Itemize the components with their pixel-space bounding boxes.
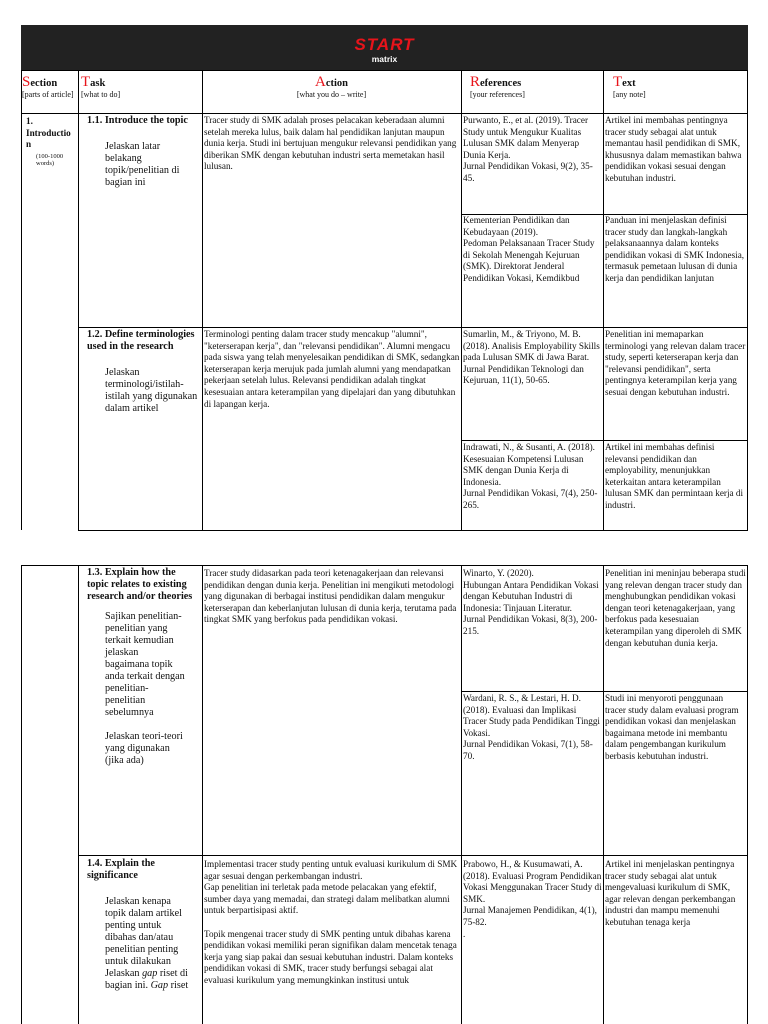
matrix-page-1: [21, 25, 748, 530]
reference-1-3-a: Winarto, Y. (2020). Hubungan Antara Pendidikan Vokasi dengan Kebutuhan Industri di Indonesia: Tinjauan Literatur. Jurnal Pendidikan Vokasi, 8(3), 200-215.: [463, 568, 599, 636]
reference-1-2-a: Sumarlin, M., & Triyono, M. B. (2018). Analisis Employability Skills pada Lulusan SMK di Jawa Barat. Jurnal Pendidikan Teknologi dan Kejuruan, 11(1), 50-65.: [463, 329, 600, 386]
action-1-1: Tracer study di SMK adalah proses pelacakan keberadaan alumni setelah mereka lulus, baik dalam hal pendidikan lanjutan maupun dunia kerja. Studi ini bertujuan mengukur relevansi pendidikan yang diberikan SMK dengan kebutuhan industri serta memetakan hasil lulusan.: [204, 115, 457, 172]
reference-1-4-a: Prabowo, H., & Kusumawati, A. (2018). Evaluasi Program Pendidikan Vokasi Menggunakan Tracer Study di SMK. Jurnal Manajemen Pendidikan, 4(1), 75-82. .: [463, 859, 602, 939]
reference-1-1-a: Purwanto, E., et al. (2019). Tracer Study untuk Mengukur Kualitas Lulusan SMK dalam Menyerap Dunia Kerja. Jurnal Pendidikan Vokasi, 9(2), 35-45.: [463, 115, 593, 183]
matrix-page-2: [21, 565, 748, 1024]
reference-1-2-b: Indrawati, N., & Susanti, A. (2018). Kesesuaian Kompetensi Lulusan SMK dengan Dunia Kerja di Indonesia. Jurnal Pendidikan Vokasi, 7(4), 250-265.: [463, 442, 598, 510]
header-subtitle: matrix: [371, 54, 398, 64]
note-1-3-b: Studi ini menyoroti penggunaan tracer study dalam evaluasi program pendidikan vokasi dan menjelaskan bagaimana metode ini membantu dalam pengembangan kurikulum berbasis kebutuhan industri.: [605, 693, 739, 761]
note-1-4-a: Artikel ini menjelaskan pentingnya tracer study sebagai alat untuk mengevaluasi kurikulum di SMK, agar relevan dengan perkembangan industri dan mampu memenuhi kebutuhan tenaga kerja: [605, 859, 736, 927]
col-header-task: Task [what to do]: [81, 75, 121, 99]
task-1-3: 1.3. Explain how the topic relates to existing research and/or theories Sajikan penelitian-penelitian yang terkait kemudian jelaskan bagaimana topik anda terkait dengan penelitian-penelitian sebelumnya Jelaskan teori-teori yang digunakan (jika ada): [87, 567, 193, 766]
col-header-action: Action [what you do – write]: [296, 75, 367, 99]
header-title: START: [354, 35, 415, 54]
section-introduction: 1. Introductio n (100-1000 words): [26, 116, 71, 168]
reference-1-1-b: Kementerian Pendidikan dan Kebudayaan (2019). Pedoman Pelaksanaan Tracer Study di Sekolah Menengah Kejuruan (SMK). Direktorat Jenderal Pendidikan Vokasi, Kemdikbud: [463, 215, 595, 283]
col-header-section: Section [parts of article]: [22, 75, 74, 99]
col-header-text: Text [any note]: [613, 75, 646, 99]
action-1-3: Tracer study didasarkan pada teori ketenagakerjaan dan relevansi pendidikan dengan dunia kerja. Penelitian ini mengikuti metodologi yang digunakan di berbagai institusi pendidikan dalam mengukur keterserapan dan keberlanjutan lulusan di dunia kerja, terutama pada tingkat SMK yang berfokus pada pendidikan vokasi.: [204, 568, 457, 625]
action-1-2: Terminologi penting dalam tracer study mencakup "alumni", "keterserapan kerja", dan "relevansi pendidikan". Alumni mengacu pada siswa yang telah menyelesaikan pendidikan di SMK, sedangkan keterserapan kerja merujuk pada jumlah alumni yang mendapatkan pekerjaan setelah lulus. Relevansi pendidikan adalah tingkat kesesuaian antara keterampilan yang dipelajari dan yang dibutuhkan di lapangan kerja.: [204, 329, 460, 409]
start-matrix-header: [21, 25, 748, 70]
task-1-1: 1.1. Introduce the topic Jelaskan latar belakang topik/penelitian di bagian ini: [87, 115, 188, 188]
task-1-4-gap: Jelaskan gap riset di bagian ini. Gap riset: [105, 968, 189, 991]
task-1-2: 1.2. Define terminologies used in the research Jelaskan terminologi/istilah-istilah yang digunakan dalam artikel: [87, 329, 198, 414]
note-1-1-a: Artikel ini membahas pentingnya tracer study sebagai alat untuk memantau hasil pendidikan di SMK, khususnya dalam memastikan bahwa pendidikan vokasi sesuai dengan kebutuhan industri.: [605, 115, 742, 183]
reference-1-3-b: Wardani, R. S., & Lestari, H. D. (2018). Evaluasi dan Implikasi Tracer Study pada Pendidikan Tinggi Vokasi. Jurnal Pendidikan Vokasi, 7(1), 58-70.: [463, 693, 600, 761]
task-1-4: 1.4. Explain the significance Jelaskan kenapa topik dalam artikel penting untuk dibahas dan/atau penelitian penting untuk dilakukan Jelaskan gap riset di bagian ini. Gap riset: [87, 858, 199, 1024]
note-1-2-b: Artikel ini membahas definisi relevansi pendidikan dan employability, menunjukkan keterkaitan antara keterampilan lulusan SMK dan permintaan kerja di industri.: [605, 442, 744, 510]
action-1-4: Implementasi tracer study penting untuk evaluasi kurikulum di SMK agar sesuai dengan perkembangan industri. Gap penelitian ini terletak pada metode pelacakan yang efektif, sumber daya yang memadai, dan strategi dalam melibatkan alumni untuk berpartisipasi aktif. Topik mengenai tracer study di SMK penting untuk dibahas karena pendidikan vokasi memiliki peran signifikan dalam mencetak tenaga kerja yang siap pakai dan sesuai kebutuhan industri. Dalam konteks pendidikan vokasi di SMK, tracer study berfungsi sebagai alat evaluasi kurikulum yang memungkinkan institusi untuk: [204, 859, 458, 985]
note-1-3-a: Penelitian ini meninjau beberapa studi yang relevan dengan tracer study dan menghubungkan pendidikan vokasi dengan teori ketenagakerjaan, yang berfokus pada kesesuaian keterampilan yang diperoleh di SMK dengan kebutuhan dunia kerja.: [605, 568, 746, 648]
note-1-1-b: Panduan ini menjelaskan definisi tracer study dan langkah-langkah pelaksanaannya dalam konteks pendidikan vokasi di SMK Indonesia, termasuk pemetaan lulusan di dunia kerja dan pendidikan lanjutan: [605, 215, 745, 283]
col-header-references: References [your references]: [470, 75, 525, 99]
note-1-2-a: Penelitian ini memaparkan terminologi yang relevan dalam tracer study, seperti keterserapan kerja dan "relevansi pendidikan", serta pentingnya keterampilan kerja yang sesuai dengan kebutuhan industri.: [605, 329, 746, 397]
